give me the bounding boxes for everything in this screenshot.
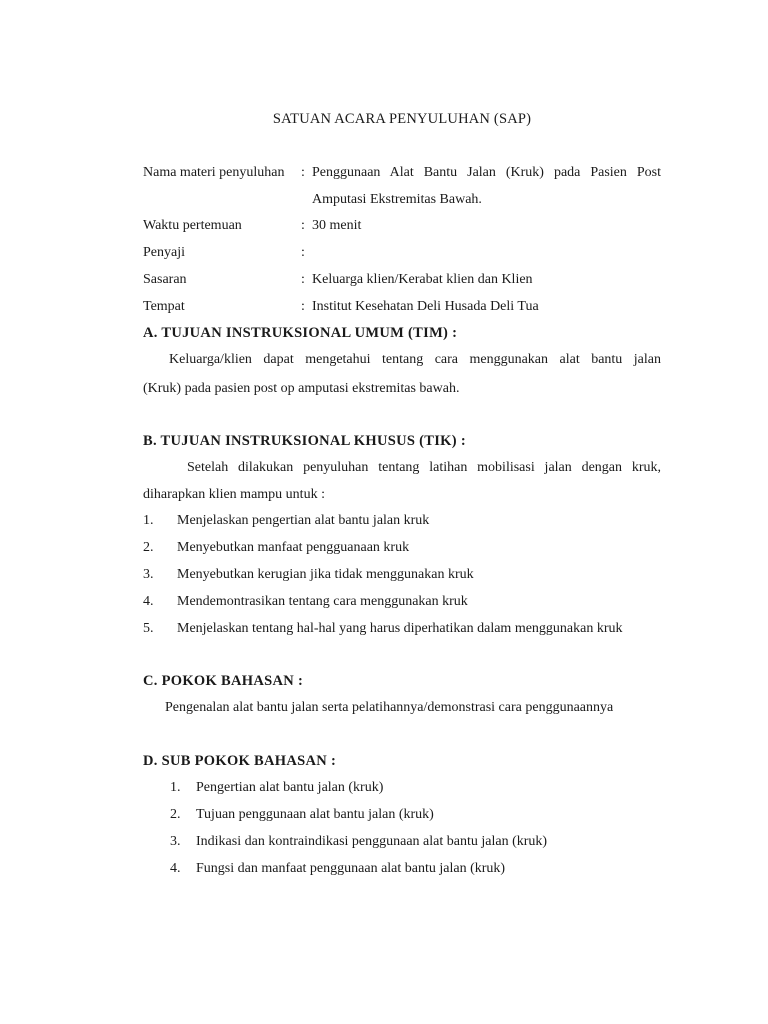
sasaran-colon: : xyxy=(301,272,305,287)
waktu-label: Waktu pertemuan xyxy=(143,218,242,233)
section-c-para: Pengenalan alat bantu jalan serta pelatihannya/demonstrasi cara penggunaannya xyxy=(165,700,614,715)
section-a-para-line2: (Kruk) pada pasien post op amputasi ekstremitas bawah. xyxy=(143,381,460,396)
section-d-heading: D. SUB POKOK BAHASAN : xyxy=(143,753,337,769)
waktu-value: 30 menit xyxy=(312,218,362,233)
sub-item-number: 3. xyxy=(170,834,181,849)
tik-item-text: Menjelaskan tentang hal-hal yang harus diperhatikan dalam menggunakan kruk xyxy=(177,621,623,636)
section-b-heading: B. TUJUAN INSTRUKSIONAL KHUSUS (TIK) : xyxy=(143,433,466,449)
section-c-heading: C. POKOK BAHASAN : xyxy=(143,673,304,689)
tik-item-text: Menyebutkan kerugian jika tidak menggunakan kruk xyxy=(177,567,474,582)
sub-item-number: 4. xyxy=(170,861,181,876)
section-b-para-line2: diharapkan klien mampu untuk : xyxy=(143,487,325,502)
tik-item-number: 5. xyxy=(143,621,154,636)
section-b-para-line1: Setelah dilakukan penyuluhan tentang latihan mobilisasi jalan dengan kruk, xyxy=(187,460,661,475)
tempat-value: Institut Kesehatan Deli Husada Deli Tua xyxy=(312,299,539,314)
tempat-label: Tempat xyxy=(143,299,185,314)
tik-item-number: 1. xyxy=(143,513,154,528)
sub-item-number: 1. xyxy=(170,780,181,795)
sub-item-text: Indikasi dan kontraindikasi penggunaan alat bantu jalan (kruk) xyxy=(196,834,548,849)
tik-item-text: Menjelaskan pengertian alat bantu jalan kruk xyxy=(177,513,430,528)
tik-item-text: Mendemontrasikan tentang cara menggunakan kruk xyxy=(177,594,468,609)
penyaji-label: Penyaji xyxy=(143,245,185,260)
materi-colon: : xyxy=(301,165,305,180)
sasaran-value: Keluarga klien/Kerabat klien dan Klien xyxy=(312,272,533,287)
document-title: SATUAN ACARA PENYULUHAN (SAP) xyxy=(272,111,532,127)
sasaran-label: Sasaran xyxy=(143,272,187,287)
materi-value-line2: Amputasi Ekstremitas Bawah. xyxy=(312,192,482,207)
section-a-para-line1: Keluarga/klien dapat mengetahui tentang cara menggunakan alat bantu jalan xyxy=(169,352,661,367)
penyaji-colon: : xyxy=(301,245,305,260)
sub-item-text: Fungsi dan manfaat penggunaan alat bantu jalan (kruk) xyxy=(196,861,506,876)
tik-item-number: 4. xyxy=(143,594,154,609)
section-a-heading: A. TUJUAN INSTRUKSIONAL UMUM (TIM) : xyxy=(143,325,458,341)
tik-item-number: 3. xyxy=(143,567,154,582)
sub-item-number: 2. xyxy=(170,807,181,822)
tempat-colon: : xyxy=(301,299,305,314)
tik-item-number: 2. xyxy=(143,540,154,555)
materi-value-line1: Penggunaan Alat Bantu Jalan (Kruk) pada Pasien Post xyxy=(312,165,661,180)
sub-item-text: Tujuan penggunaan alat bantu jalan (kruk) xyxy=(196,807,434,822)
sub-item-text: Pengertian alat bantu jalan (kruk) xyxy=(196,780,384,795)
materi-label: Nama materi penyuluhan xyxy=(143,165,285,180)
waktu-colon: : xyxy=(301,218,305,233)
tik-item-text: Menyebutkan manfaat pengguanaan kruk xyxy=(177,540,410,555)
